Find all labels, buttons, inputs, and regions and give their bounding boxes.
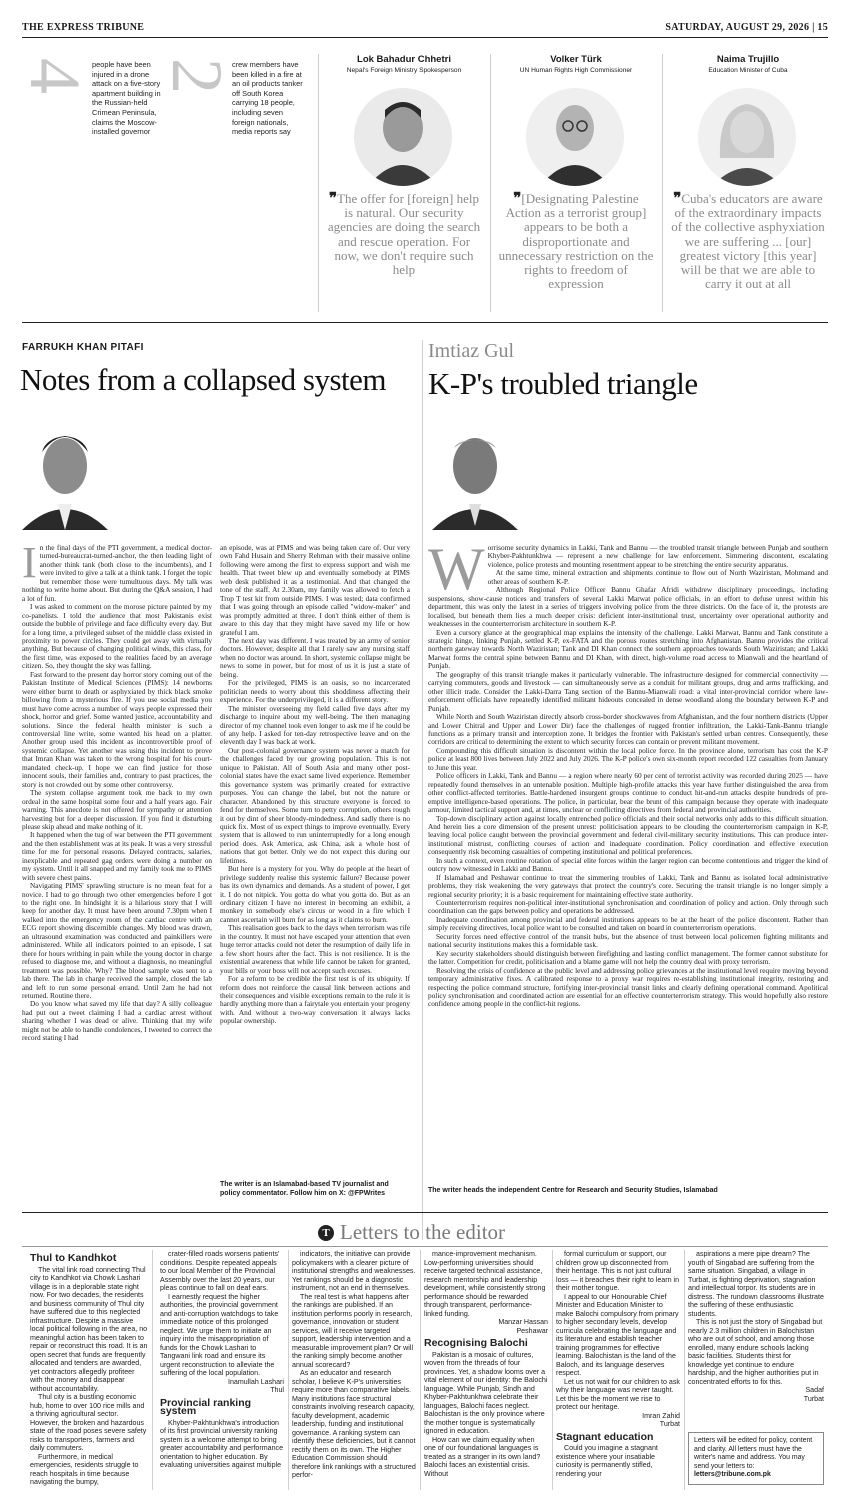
quote-block-2 (494, 54, 658, 74)
letters-header (318, 1220, 505, 1245)
stat-text-2: crew members have been killed in a fire at an oil products tanker off South Korea carrying 18 people, including seven foreign nationals, media reports say (232, 60, 303, 137)
letter-column-1 (30, 1250, 148, 1490)
divider (420, 1250, 421, 1490)
letter-column-5 (556, 1250, 680, 1490)
masthead (22, 20, 828, 38)
paragraph: Our post-colonial governance system was never a match for the challenges faced by our growing population. This is not unique to Pakistan. All of South Asia and many other post-colonial states have the exact same lived experience. Remember this governance system was primarily created for extractive purposes. You can change the label, but not the nature or character. Abandoned by this structure everyone is forced to fend for themselves. Some turn to petty corruption, others rough it out by dint of sheer bloody-mindedness. And sadly there is no quick fix. Most of us expect things to improve eventually. Every system that is allowed to run uninterruptedly for a long enough period does. Ask America, ask China, ask a whole host of nations that got better. Only we do not expect this during our lifetimes. (220, 745, 410, 865)
article-headline: Notes from a collapsed system (20, 362, 387, 397)
paragraph: orrisome security dynamics in Lakki, Tank and Bannu — the troubled transit triangle between Punjab and southern Khyber-Pakhtunkhwa — represent a new challenge for law enforcement. Simmering discontent, escalating violence, police protests and mounting resentment appear to be stretching the entire security apparatus. (487, 544, 828, 569)
paragraph: formal curriculum or support, our children grow up disconnected from their heritage. This is not just cultural loss — it breaches their right to learn in their mother tongue. (556, 1250, 680, 1292)
divider (662, 54, 663, 312)
paragraph: Police officers in Lakki, Tank and Bannu — a region where nearly 60 per cent of terrorist activity was recorded during 2025 — have repeatedly found themselves in an untenable position. Multiple high-profile attacks this year have further distinguished the area from other conflict-affected territories. Battle-hardened insurgent groups continue to conduct hit-and-run attacks despite hundreds of pre-emptive intelligence-based operations. The police, in particular, bear the brunt of this campaign because they operate with inadequate armour, limited tactical support and, at times, unclear or conflicting directives from federal and provincial authorities. (428, 771, 828, 815)
letters-title: Letters to the editor (340, 1220, 506, 1244)
author-note: The writer is an Islamabad-based TV journalist and policy commentator. Follow him on X: @FPWrites (220, 1181, 389, 1197)
paragraph: n the final days of the PTI government, a medical doctor-turned-bureaucrat-turned-anchor, the then leading light of another think tank (both close to the incumbents), and I were invited to give a talk at a think tank. I forget the topic but remember those were tumultuous days. My talk was nothing to write home about. But during the Q&A session, I had a lot of fun. (22, 544, 212, 603)
paragraph: Do you know what saved my life that day? A silly colleague had put out a tweet claiming I had a cardiac arrest without sharing whether I was dead or alive. Thinking that my wife might not be able to handle condolences, I tweeted to correct the record stating I had (22, 999, 212, 1043)
author-note: The writer heads the independent Centre for Research and Security Studies, Islamabad (428, 1187, 718, 1194)
paragraph: Inadequate coordination among provincial and federal institutions appears to be at the heart of the police discontent. Rather than simply receiving directives, local police want to be consulted and taken on board in counterterrorism operations. (428, 914, 828, 933)
paragraph: The geography of this transit triangle makes it particularly vulnerable. The infrastructure designed for commercial connectivity — carrying commuters, goods and livestock — can simultaneously serve as a conduit for militant groups, drug and arms trafficking, and other illicit trade. Consider the Lakki-Darra Tang section of the Bannu-Mianwali road: a vital inter-provincial corridor where law-enforcement officials have repeatedly identified militant hideouts concealed in dense woodland along the boundary between K-P and Punjab. (428, 669, 828, 713)
section-rule (22, 1246, 828, 1247)
paragraph: crater-filled roads worsens patients' conditions. Despite repeated appeals to our local Member of the Provincial Assembly over the last 20 years, our pleas continue to fall on deaf ears. (160, 1250, 280, 1292)
paragraph: I appeal to our Honourable Chief Minister and Education Minister to make Balochi compulsory from primary to higher secondary levels, develop curricula celebrating the language and its literature and establish teacher training programmes for effective learning. Balochistan is the land of the Baloch, and its language deserves respect. (556, 1292, 679, 1377)
paragraph: mance-improvement mechanism. Low-performing universities should receive targeted technical assistance, research mentorship and leadership development, while consistently strong performance should be rewarded through transparent, performance-linked funding. (424, 1250, 546, 1318)
divider (684, 1250, 685, 1490)
paragraph: The system collapse argument took me back to my own ordeal in the same hospital some four and a half years ago. Fair warning. This anecdote is not offered for sympathy or attention harvesting but for a deeper discussion. If you find it disturbing please skip ahead and make nothing of it. (22, 788, 212, 831)
quote-text-3: ❞Cuba's educators are aware of the extraordinary impacts of the collective asphyxiation we are suffering ... [our] greatest victory [this year] will be that we are able to carry it out at all (671, 191, 825, 292)
author-byline: Imtiaz Gul (428, 340, 515, 362)
paragraph: If Islamabad and Peshawar continue to treat the simmering troubles of Lakki, Tank and Bannu as isolated local administrative problems, they risk weakening the very gateways that protect the country's core. Securing the transit triangle is no longer simply a regional security priority; it is a basic requirement for maintaining effective state authority. (428, 872, 828, 899)
paragraph: This is not just the story of Singabad but nearly 2.3 million children in Balochistan who are out of school, and among those enrolled, many endure schools lacking basic facilities. Students thirst for knowledge yet continue to endure hardship, and the higher authorities put in concentrated efforts to fix this. (688, 1318, 823, 1386)
quote-name: Lok Bahadur Chhetri (357, 54, 451, 65)
paragraph: Navigating PIMS' sprawling structure is no mean feat for a novice. I had to go through two other emergencies before I got to the right one. In hindsight it is a hilarious story that I will keep for another day. It must have been around 7.30pm when I walked into the emergency room of the cardiac centre with an ECG report showing discernible changes. My blood was drawn, an ultrasound examination was conducted and painkillers were administered. While all indicators pointed to an episode, I sat there for hours writhing in pain while the young doctor in charge refused to diagnose me, and without a diagnosis, no meaningful treatment was possible. Why? The blood sample was sent to a lab there. The lab in charge received the sample, closed the lab and left to run some personal errand. Until 2am he had not returned. Routine there. (22, 881, 212, 1001)
figure-4: 4 (15, 58, 95, 94)
section-rule (22, 1212, 828, 1213)
paragraph: In such a context, even routine rotation of special elite forces within the larger region can become contentious and trigger the kind of outcry now witnessed in Lakki and Bannu. (428, 855, 828, 874)
quote-mark-icon: ❞ (673, 191, 682, 207)
quote-name: Volker Türk (550, 54, 602, 65)
letter-location: Turbat (659, 1420, 680, 1428)
article-headline: K-P's troubled triangle (428, 366, 698, 401)
quote-text-1: ❞The offer for [foreign] help is natural. Our security agencies are doing the search and rescue operation. For now, we don't require such help (327, 191, 481, 278)
divider (288, 1250, 289, 1490)
letter-column-2 (160, 1250, 284, 1490)
quote-block-3 (666, 54, 830, 74)
letters-policy-box (688, 1432, 824, 1485)
letter-headline: Recognising Balochi (424, 1337, 528, 1349)
letter-location: Turbat (803, 1394, 824, 1403)
paragraph: For a reform to be credible the first test is of its ubiquity. If reform does not reinforce the causal link between actions and their consequences and visible exceptions remain to the rule it is hardly anything more than a fairytale you entertain your progeny with. And without a two-way conversation it always lacks popular ownership. (220, 974, 410, 1026)
paragraph: How can we claim equality when one of our foundational languages is treated as a stranger in its own land? Balochi faces an existential crisis. Without (424, 1435, 541, 1478)
letter-column-6 (688, 1250, 824, 1430)
paragraph: Fast forward to the present day horror story coming out of the Pakistan Institute of Medical Sciences (PIMS): 14 newborns were either burnt to death or asphyxiated by thick black smoke billowing from a mysterious fire. If you use social media you must have come across a number of ways people expressed their shock, horror and grief. Some wanted justice, accountability and solutions. Since the federal health minister is such a controversial line write, some wanted his head on a platter. Another group used this incident as incontrovertible proof of systemic collapse. Yet another was using this incident to prove that Imran Khan was taken to the wrong hospital for his court-mandated check-up. I hope we can find justice for those innocent souls, their families and, contrary to past practices, the story is not crowded out by some other controversy. (22, 669, 212, 789)
paragraph: The minister overseeing my field called five days after my discharge to inquire about my well-being. The then managing director of my channel took even longer to ask me if he could be of any help. I asked for ten-day retrospective leave and on the eleventh day I was back at work. (220, 703, 410, 747)
paragraph: As an educator and research scholar, I believe K-P's universities require more than comparative labels. Many institutions face structural constraints involving research capacity, faculty development, academic leadership, funding and institutional governance. A ranking system can identify these deficiencies, but it cannot rectify them on its own. The Higher Education Commission should therefore link rankings with a structured perfor- (292, 1369, 416, 1479)
paragraph: Key security stakeholders should distinguish between firefighting and lasting conflict management. The former cannot substitute for the latter. Competition for credit, politicisation and a blame game will not help the country deal with proxy terrorism. (428, 948, 828, 967)
portrait-photo (526, 88, 624, 186)
author-photo (22, 418, 108, 530)
portrait-photo (698, 88, 796, 186)
quote-role: Education Minister of Cuba (708, 67, 788, 74)
letter-column-4 (424, 1250, 548, 1490)
page-number: | 15 (812, 22, 828, 33)
paragraph: Top-down disciplinary action against locally entrenched police officials and their social networks only adds to this difficult situation. And herein lies a core dimension of the present unrest: politicisation appears to be clouding the counterterrorism campaign in K-P, leaving local police caught between the provincial government and federal civil-military security institutions. This can produce inter-institutional mistrust, conflicting courses of action and inadequate coordination. Policy coordination and effective execution consequently risk becoming casualties of competing institutional and political preferences. (428, 813, 828, 857)
article-body-2 (428, 544, 828, 1176)
divider (152, 1250, 153, 1490)
letter-signature: Manzar Hassan (498, 1318, 548, 1326)
figure-2: 2 (157, 58, 237, 94)
paragraph: Khyber-Pakhtunkhwa's introduction of its first provincial university ranking system is a welcome attempt to bring greater accountability and performance orientation to higher education. By evaluating universities against multiple (160, 1418, 284, 1469)
paragraph: The next day was different. I was treated by an army of senior doctors. However, despite all that I rarely saw any nursing staff when no doctor was around. In short, systemic collapse might be news to some in power, but for most of us it is just a state of being. (220, 635, 410, 679)
quote-text-2: ❞[Designating Palestine Action as a terrorist group] appears to be both a disproportionate and unnecessary restriction on the rights to freedom of expression (498, 191, 654, 292)
paragraph: Thul city is a bustling economic hub, home to over 100 rice mills and a thriving agricultural sector. However, the broken and hazardous state of the road poses severe safety risks to transporters, farmers and daily commuters. (30, 1393, 147, 1452)
section-rule (22, 322, 828, 323)
quote-role: UN Human Rights High Commissioner (519, 67, 633, 74)
letter-headline: Thul to Kandhkot (30, 1252, 117, 1264)
quote-mark-icon: ❞ (328, 191, 338, 207)
paragraph: But here is a mystery for you. Why do people at the heart of privilege suddenly realise this systemic failure? Because power has its own dynamics and demands. As a student of power, I get it. I do not nitpick. You gotta do what you gotta do. But as an ordinary citizen I have no interest in becoming an exhibit, a monkey in somebody else's circus or wood in a fire which I cannot ascertain will burn for as long as it claims to burn. (220, 864, 410, 924)
divider (318, 54, 319, 312)
paragraph: Compounding this difficult situation is discontent within the local police force. In the province alone, terrorism has cost the K-P police at least 800 lives between July 2022 and July 2026. The K-P police's own six-month report recorded 122 casualties from January to June this year. (428, 745, 828, 772)
letter-signature: Imran Zahid (642, 1411, 680, 1420)
letter-signature: Sadaf (805, 1386, 824, 1394)
article-column-1 (22, 544, 212, 1184)
quote-block-1 (322, 54, 486, 74)
paragraph: It happened when the tug of war between the PTI government and the then establishment was at its peak. It was a very stressful time for me for personal reasons. Delayed contracts, salaries, inexplicable and repeated gag orders were doing a number on my system. Until it all snapped and my family took me to PIMS with severe chest pains. (22, 830, 212, 882)
paragraph: Pakistan is a mosaic of cultures, woven from the threads of four provinces. Yet, a shadow looms over a vital element of our identity: the Balochi language. While Punjab, Sindh and Khyber-Pakhtunkhwa celebrate their languages, Balochi faces neglect. Balochistan is the only province where the mother tongue is systematically ignored in education. (424, 1350, 548, 1435)
paragraph: The vital link road connecting Thul city to Kandhkot via Chowk Lashari village is in a deplorable state right now. For two decades, the residents and business community of Thul city have suffered due to this neglected infrastructure. Despite a massive local political following in the area, no meaningful action has been taken to repair or reconstruct this road. It is an open secret that funds are frequently allocated and tenders are awarded, yet contractors allegedly profiteer with the money and disappear without accountability. (30, 1265, 148, 1393)
letters-email-link[interactable]: letters@tribune.com.pk (694, 1471, 771, 1478)
dropcap: W (428, 544, 485, 602)
tribune-logo-icon: T (318, 1225, 334, 1241)
paragraph: This realisation goes back to the days when terrorism was rife in the country. It must not have escaped your attention that even huge terror attacks could not deter the resumption of daily life in a few short hours after the fact. This is not resilience. It is the existential awareness that while life cannot be taken for granted, your bills or your boss will not accept such excuses. (220, 923, 410, 975)
paragraph: aspirations a mere pipe dream? The youth of Singabad are suffering from the same situation. Singabad, a village in Turbat, is fighting deprivation, stagnation and intellectual torpor. Its students are in distress. The rundown classrooms illustrate the suffering of these enthusiastic students. (688, 1250, 824, 1318)
letter-headline: Stagnant education (556, 1430, 654, 1443)
divider (552, 1250, 553, 1490)
paragraph: Even a cursory glance at the geographical map explains the intensity of the challenge. Lakki Marwat, Bannu and Tank constitute a strategic hinge, linking Punjab, settled K-P, ex-FATA and the porous routes stretching into Afghanistan. Bannu provides the critical northern gateway towards North Waziristan; Tank and DI Khan connect the southern approaches towards South Waziristan; and Lakki Marwat forms the central spine between Bannu and DI Khan, with direct, high-volume road access to Mianwali and the heartland of Punjab. (428, 627, 828, 671)
portrait-photo (354, 88, 452, 186)
paragraph: an episode, was at PIMS and was being taken care of. Our very own Fahd Husain and Sherry Rehman with their massive online following were among the first to express support and wish me health. That tweet blew up and eventually somebody at PIMS web desk published it as a testimonial. And that changed the tone of the staff. At 2.30am, my family was allowed to fetch a Trop T test kit from outside PIMS. I was tested; data confirmed that I was going through an episode called "widow-maker" and was promptly admitted at three. I don't think either of them is aware to this day that they might have saved my life or how grateful I am. (220, 544, 410, 637)
stat-text-1: people have been injured in a drone attack on a five-story apartment building in the Russian-held Crimean Peninsula, claims the Moscow-installed governor (92, 60, 161, 137)
paragraph: Although Regional Police Officer Bannu Ghafar Afridi withdrew disciplinary proceedings, including suspensions, show-cause notices and transfers of several Lakki Marwat police officials, in an effort to defuse unrest within his department, this was only the latest in a series of triggers involving police from the three districts. On the face of it, the protests are localised, but beneath them lies a much deeper crisis: deficient inter-institutional trust, uncertainty over operational authority and weaknesses in the counterterrorism architecture in southern K-P. (428, 585, 828, 629)
letter-signature: Inamullah Lashari (228, 1377, 284, 1386)
paragraph: For the privileged, PIMS is an oasis, so no incarcerated politician needs to worry about this shoddiness affecting their experience. For the underprivileged, it is a different story. (220, 678, 410, 705)
paragraph: I earnestly request the higher authorities, the provincial government and anti-corruption watchdogs to take immediate notice of this prolonged neglect. We urge them to initiate an inquiry into the misappropriation of funds for the Chowk Lashari to Tangwani link road and ensure its urgent reconstruction to alleviate the suffering of the local population. (160, 1292, 279, 1377)
quote-mark-icon: ❞ (513, 191, 522, 207)
paragraph: Security forces need effective control of the transit hubs, but the absence of trust between local policemen fighting militants and national security institutions makes this a formidable task. (428, 931, 828, 950)
quote-role: Nepal's Foreign Ministry Spokesperson (346, 67, 462, 74)
author-byline: FARRUKH KHAN PITAFI (22, 342, 144, 353)
paragraph: Let us not wait for our children to ask why their language was never taught. Let this be the moment we rise to protect our heritage. (556, 1377, 680, 1411)
quote-name: Naima Trujillo (716, 54, 780, 65)
letter-location: Peshawar (516, 1326, 548, 1335)
paragraph: The real test is what happens after the rankings are published. If an institution performs poorly in research, governance, innovation or student services, will it receive targeted support, leadership intervention and a measurable improvement plan? Or will the ranking simply become another annual scorecard? (292, 1292, 414, 1369)
paper-name: THE EXPRESS TRIBUNE (22, 22, 145, 33)
policy-text: Letters will be edited for policy, content and clarity. All letters must have the writer's name and address. You may send your letters to: (694, 1437, 813, 1470)
letter-column-3 (292, 1250, 416, 1490)
paragraph: I was asked to comment on the morose picture painted by my co-panelists. I told the audience that most Pakistanis exist outside the bubble of privilege and face difficulty every day. But for a long time, a privileged subset of the middle class existed in proximity to power circles. They could get away with virtually anything. But because of changing political winds, this class, for the first time, was exposed to the realities faced by an average citizen. So, they thought the sky was falling. (22, 602, 212, 671)
divider (490, 54, 491, 312)
letter-headline: Provincial ranking system (160, 1396, 252, 1417)
paragraph: At the same time, mineral extraction and shipments continue to flow out of North Waziristan, Mohmand and other areas of southern K-P. (487, 568, 828, 586)
paragraph: Could you imagine a stagnant existence where your insatiable curiosity is permanently stifled, rendering your (556, 1444, 658, 1478)
paragraph: Resolving the crisis of confidence at the public level and addressing police grievances at the institutional level require moving beyond temporary administrative fixes. A calibrated response to a proxy war requires re-establishing institutional integrity, restoring and respecting the police command structure, fortifying inter-provincial transit links and clearly defining operational command. Apolitical policy synchronisation and coordinated action are essential for an effective counterterrorism strategy. This would hopefully also restore confidence among people in the conflict-hit regions. (428, 965, 828, 1009)
author-photo (432, 418, 518, 530)
article-column-2 (220, 544, 410, 1174)
divider (422, 340, 423, 1240)
paragraph: While North and South Waziristan directly absorb cross-border shockwaves from Afghanistan, and the four northern districts (Upper and Lower Chitral and Upper and Lower Dir) face the challenges of rugged frontier infiltration, the Lakki-Tank-Bannu triangle functions as a primary transit and interception zone. It bridges the frontier with Pakistan's settled urban centres. Consequently, these corridors are critical to determining the extent to which security forces can contain or prevent militant movement. (428, 712, 828, 747)
paragraph: indicators, the initiative can provide policymakers with a clearer picture of institutional strengths and weaknesses. Yet rankings should be a diagnostic instrument, not an end in themselves. (292, 1250, 416, 1292)
page-date: SATURDAY, AUGUST 29, 2026 | 15 (665, 22, 828, 33)
letter-location: Thul (270, 1386, 284, 1394)
dropcap: I (22, 544, 37, 587)
paragraph: Furthermore, in medical emergencies, residents struggle to reach hospitals in time because navigating the bumpy, (30, 1452, 139, 1486)
paragraph: Counterterrorism requires non-political inter-institutional synchronisation and coordination of policy and action. Only through such coordination can the gaps between policy and operations be addressed. (428, 898, 828, 916)
